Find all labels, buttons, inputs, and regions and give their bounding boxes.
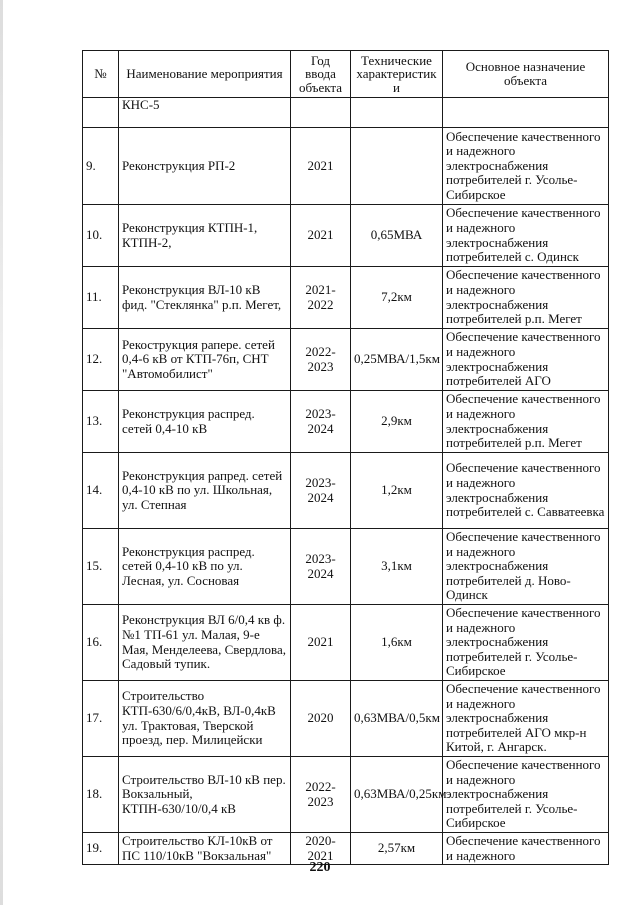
row-tech: 3,1км [351, 529, 443, 605]
row-name: Строительство КТП-630/6/0,4кВ, ВЛ-0,4кВ ул. Трактовая, Тверской проезд, пер. Милицейски [119, 681, 291, 757]
row-num: 14. [83, 453, 119, 529]
row-name: Реконструкция РП-2 [119, 128, 291, 205]
table-row [83, 205, 609, 267]
row-tech: 7,2км [351, 267, 443, 329]
header-year: Год ввода объекта [291, 51, 351, 98]
row-year: 2023-2024 [291, 453, 351, 529]
row-tech: 0,63МВА/0,5км [351, 681, 443, 757]
row-name: Реконструкция рапред. сетей 0,4-10 кВ по ул. Школьная, ул. Степная [119, 453, 291, 529]
row-num: 18. [83, 757, 119, 833]
row-purpose: Обеспечение качественного и надежного электроснабжения потребителей р.п. Мегет [443, 267, 609, 329]
row-year: 2023-2024 [291, 391, 351, 453]
measures-table [82, 50, 609, 865]
scan-edge [0, 0, 3, 905]
row-year: 2022-2023 [291, 757, 351, 833]
row-num: 13. [83, 391, 119, 453]
row-num: 9. [83, 128, 119, 205]
row-purpose: Обеспечение качественного и надежного электроснабжения потребителей с. Одинск [443, 205, 609, 267]
row-purpose: Обеспечение качественного и надежного электроснабжения потребителей с. Савватеевка [443, 453, 609, 529]
table-row [83, 329, 609, 391]
row-purpose: Обеспечение качественного и надежного электроснабжения потребителей г. Усолье-Сибирское [443, 605, 609, 681]
row-name: Реконструкция КТПН-1, КТПН-2, [119, 205, 291, 267]
header-tech: Технические характеристик и [351, 51, 443, 98]
row-name: Реконструкция распред. сетей 0,4-10 кВ [119, 391, 291, 453]
row-year: 2020-2021 [291, 833, 351, 865]
row-year: 2022-2023 [291, 329, 351, 391]
table-row [83, 453, 609, 529]
row-tech: 0,63МВА/0,25км [351, 757, 443, 833]
row-year: 2023-2024 [291, 529, 351, 605]
row-year: 2021 [291, 605, 351, 681]
row-tech: 1,2км [351, 453, 443, 529]
row-year: 2021 [291, 205, 351, 267]
row-tech: 2,57км [351, 833, 443, 865]
row-year: 2021 [291, 128, 351, 205]
row-tech [351, 98, 443, 128]
row-purpose [443, 98, 609, 128]
row-num: 15. [83, 529, 119, 605]
row-num: 12. [83, 329, 119, 391]
table-row [83, 128, 609, 205]
row-year: 2020 [291, 681, 351, 757]
table-row [83, 605, 609, 681]
table-row [83, 529, 609, 605]
row-purpose: Обеспечение качественного и надежного электроснабжения потребителей г. Усолье-Сибирское [443, 757, 609, 833]
table-header-row [83, 51, 609, 98]
row-num: 19. [83, 833, 119, 865]
row-year: 2021-2022 [291, 267, 351, 329]
row-num [83, 98, 119, 128]
row-year [291, 98, 351, 128]
row-tech: 2,9км [351, 391, 443, 453]
row-tech: 0,25МВА/1,5км [351, 329, 443, 391]
row-tech [351, 128, 443, 205]
row-name: Строительство КЛ-10кВ от ПС 110/10кВ "Вокзальная" [119, 833, 291, 865]
page-number: 220 [309, 860, 331, 875]
row-name: Реконструкция ВЛ-10 кВ фид. "Стеклянка" р.п. Мегет, [119, 267, 291, 329]
row-purpose: Обеспечение качественного и надежного электроснабжения потребителей г. Усолье-Сибирское [443, 128, 609, 205]
table-row [83, 391, 609, 453]
row-tech: 1,6км [351, 605, 443, 681]
table-row [83, 267, 609, 329]
row-num: 17. [83, 681, 119, 757]
row-tech: 0,65МВА [351, 205, 443, 267]
row-name: Строительство ВЛ-10 кВ пер. Вокзальный, КТПН-630/10/0,4 кВ [119, 757, 291, 833]
row-num: 11. [83, 267, 119, 329]
row-num: 16. [83, 605, 119, 681]
row-name: Рекострукция рапере. сетей 0,4-6 кВ от КТП-76п, СНТ "Автомобилист" [119, 329, 291, 391]
row-num: 10. [83, 205, 119, 267]
header-num: № [83, 51, 119, 98]
row-purpose: Обеспечение качественного и надежного электроснабжения потребителей АГО [443, 329, 609, 391]
table-row [83, 681, 609, 757]
header-purpose: Основное назначение объекта [443, 51, 609, 98]
header-name: Наименование мероприятия [119, 51, 291, 98]
row-purpose: Обеспечение качественного и надежного электроснабжения потребителей АГО мкр-н Китой, г. Ангарск. [443, 681, 609, 757]
row-purpose: Обеспечение качественного и надежного электроснабжения потребителей р.п. Мегет [443, 391, 609, 453]
row-name: Реконструкция ВЛ 6/0,4 кв ф.№1 ТП-61 ул. Малая, 9-е Мая, Менделеева, Свердлова, Садовый тупик. [119, 605, 291, 681]
table-row [83, 98, 609, 128]
row-name: КНС-5 [119, 98, 291, 128]
table-row [83, 757, 609, 833]
row-name: Реконструкция распред. сетей 0,4-10 кВ по ул. Лесная, ул. Сосновая [119, 529, 291, 605]
row-purpose: Обеспечение качественного и надежного электроснабжения потребителей д. Ново-Одинск [443, 529, 609, 605]
row-purpose: Обеспечение качественного и надежного [443, 833, 609, 865]
